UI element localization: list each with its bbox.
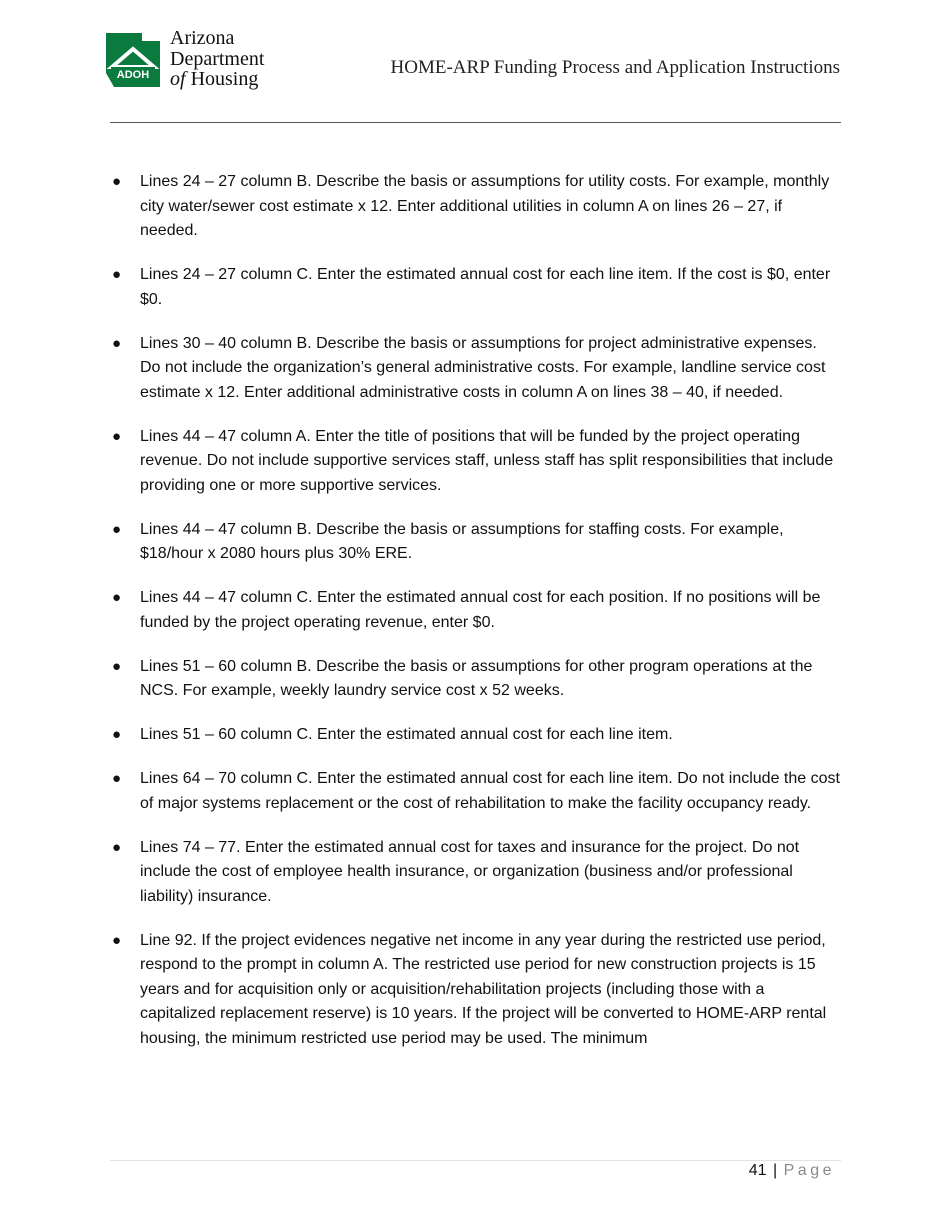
document-title: HOME-ARP Funding Process and Application Instructions [390, 57, 840, 78]
list-item [110, 723, 840, 748]
bullet-icon: ● [112, 726, 122, 743]
bullet-icon: ● [112, 334, 122, 352]
logo-of: of [170, 68, 186, 90]
footer-divider [110, 1160, 841, 1161]
list-item [110, 518, 840, 567]
page-separator: | [773, 1162, 778, 1179]
list-item [110, 425, 840, 499]
list-item-text: Lines 24 – 27 column C. Enter the estimated annual cost for each line item. If the cost is $0, enter $0. [140, 266, 831, 308]
list-item-text: Lines 24 – 27 column B. Describe the basis or assumptions for utility costs. For example, monthly city water/sewer cost estimate x 12. Enter additional utilities in column A on lines 26 – 27, if needed. [140, 173, 830, 239]
bullet-icon: ● [112, 427, 122, 445]
bullet-icon: ● [112, 838, 122, 856]
bullet-icon: ● [112, 520, 122, 538]
list-item-text: Lines 30 – 40 column B. Describe the basis or assumptions for project administrative expenses. Do not include the organization’s general administrative costs. For example, landline service cost estimate x 12. Enter additional administrative costs in column A on lines 38 – 40, if needed. [140, 334, 826, 401]
bullet-icon: ● [112, 657, 122, 675]
list-item-text: Lines 51 – 60 column B. Describe the basis or assumptions for other program operations at the NCS. For example, weekly laundry service cost x 52 weeks. [140, 657, 813, 699]
list-item-text: Lines 44 – 47 column B. Describe the basis or assumptions for staffing costs. For example, $18/hour x 2080 hours plus 30% ERE. [140, 520, 784, 562]
page-footer [600, 1162, 835, 1180]
list-item-text: Lines 51 – 60 column C. Enter the estimated annual cost for each line item. [140, 726, 673, 743]
logo-line-3 [170, 69, 264, 90]
list-item-text: Lines 64 – 70 column C. Enter the estimated annual cost for each line item. Do not include the cost of major systems replacement or the cost of rehabilitation to make the facility occupancy ready. [140, 770, 840, 812]
header-divider [110, 122, 841, 123]
page-label: Page [783, 1162, 835, 1179]
list-item [110, 929, 840, 1052]
svg-text:ADOH: ADOH [116, 69, 150, 81]
list-item [110, 170, 840, 244]
list-item-text: Lines 44 – 47 column C. Enter the estimated annual cost for each position. If no positions will be funded by the project operating revenue, enter $0. [140, 589, 821, 631]
bullet-icon: ● [112, 173, 122, 190]
list-item-text: Lines 44 – 47 column A. Enter the title of positions that will be funded by the project operating revenue. Do not include supportive services staff, unless staff has split responsibilities that include providing one or more supportive services. [140, 427, 834, 494]
list-item [110, 586, 840, 635]
adoh-house-icon [104, 31, 162, 89]
list-item-text: Lines 74 – 77. Enter the estimated annual cost for taxes and insurance for the project. Do not include the cost of employee health insurance, or organization (business and/or professional liability) insurance. [140, 838, 800, 905]
list-item [110, 332, 840, 406]
bullet-icon: ● [112, 931, 122, 949]
bullet-icon: ● [112, 266, 122, 283]
list-item-text: Line 92. If the project evidences negative net income in any year during the restricted use period, respond to the prompt in column A. The restricted use period for new construction projects is 15 years and for acquisition only or acquisition/rehabilitation projects (including those with a capitalized replacement reserve) is 10 years. If the project will be converted to HOME-ARP rental housing, the minimum restricted use period may be used. The minimum [140, 931, 827, 1047]
logo-wordmark [170, 28, 264, 90]
logo-line-2: Department [170, 47, 265, 70]
instruction-list [110, 170, 840, 1071]
list-item [110, 263, 840, 312]
page-number: 41 [748, 1162, 767, 1179]
bullet-icon: ● [112, 589, 122, 606]
logo-line-1: Arizona [170, 27, 235, 49]
logo-housing: Housing [190, 68, 259, 90]
adoh-logo [104, 28, 284, 94]
list-item [110, 836, 840, 910]
list-item [110, 655, 840, 704]
bullet-icon: ● [112, 770, 122, 787]
list-item [110, 767, 840, 816]
